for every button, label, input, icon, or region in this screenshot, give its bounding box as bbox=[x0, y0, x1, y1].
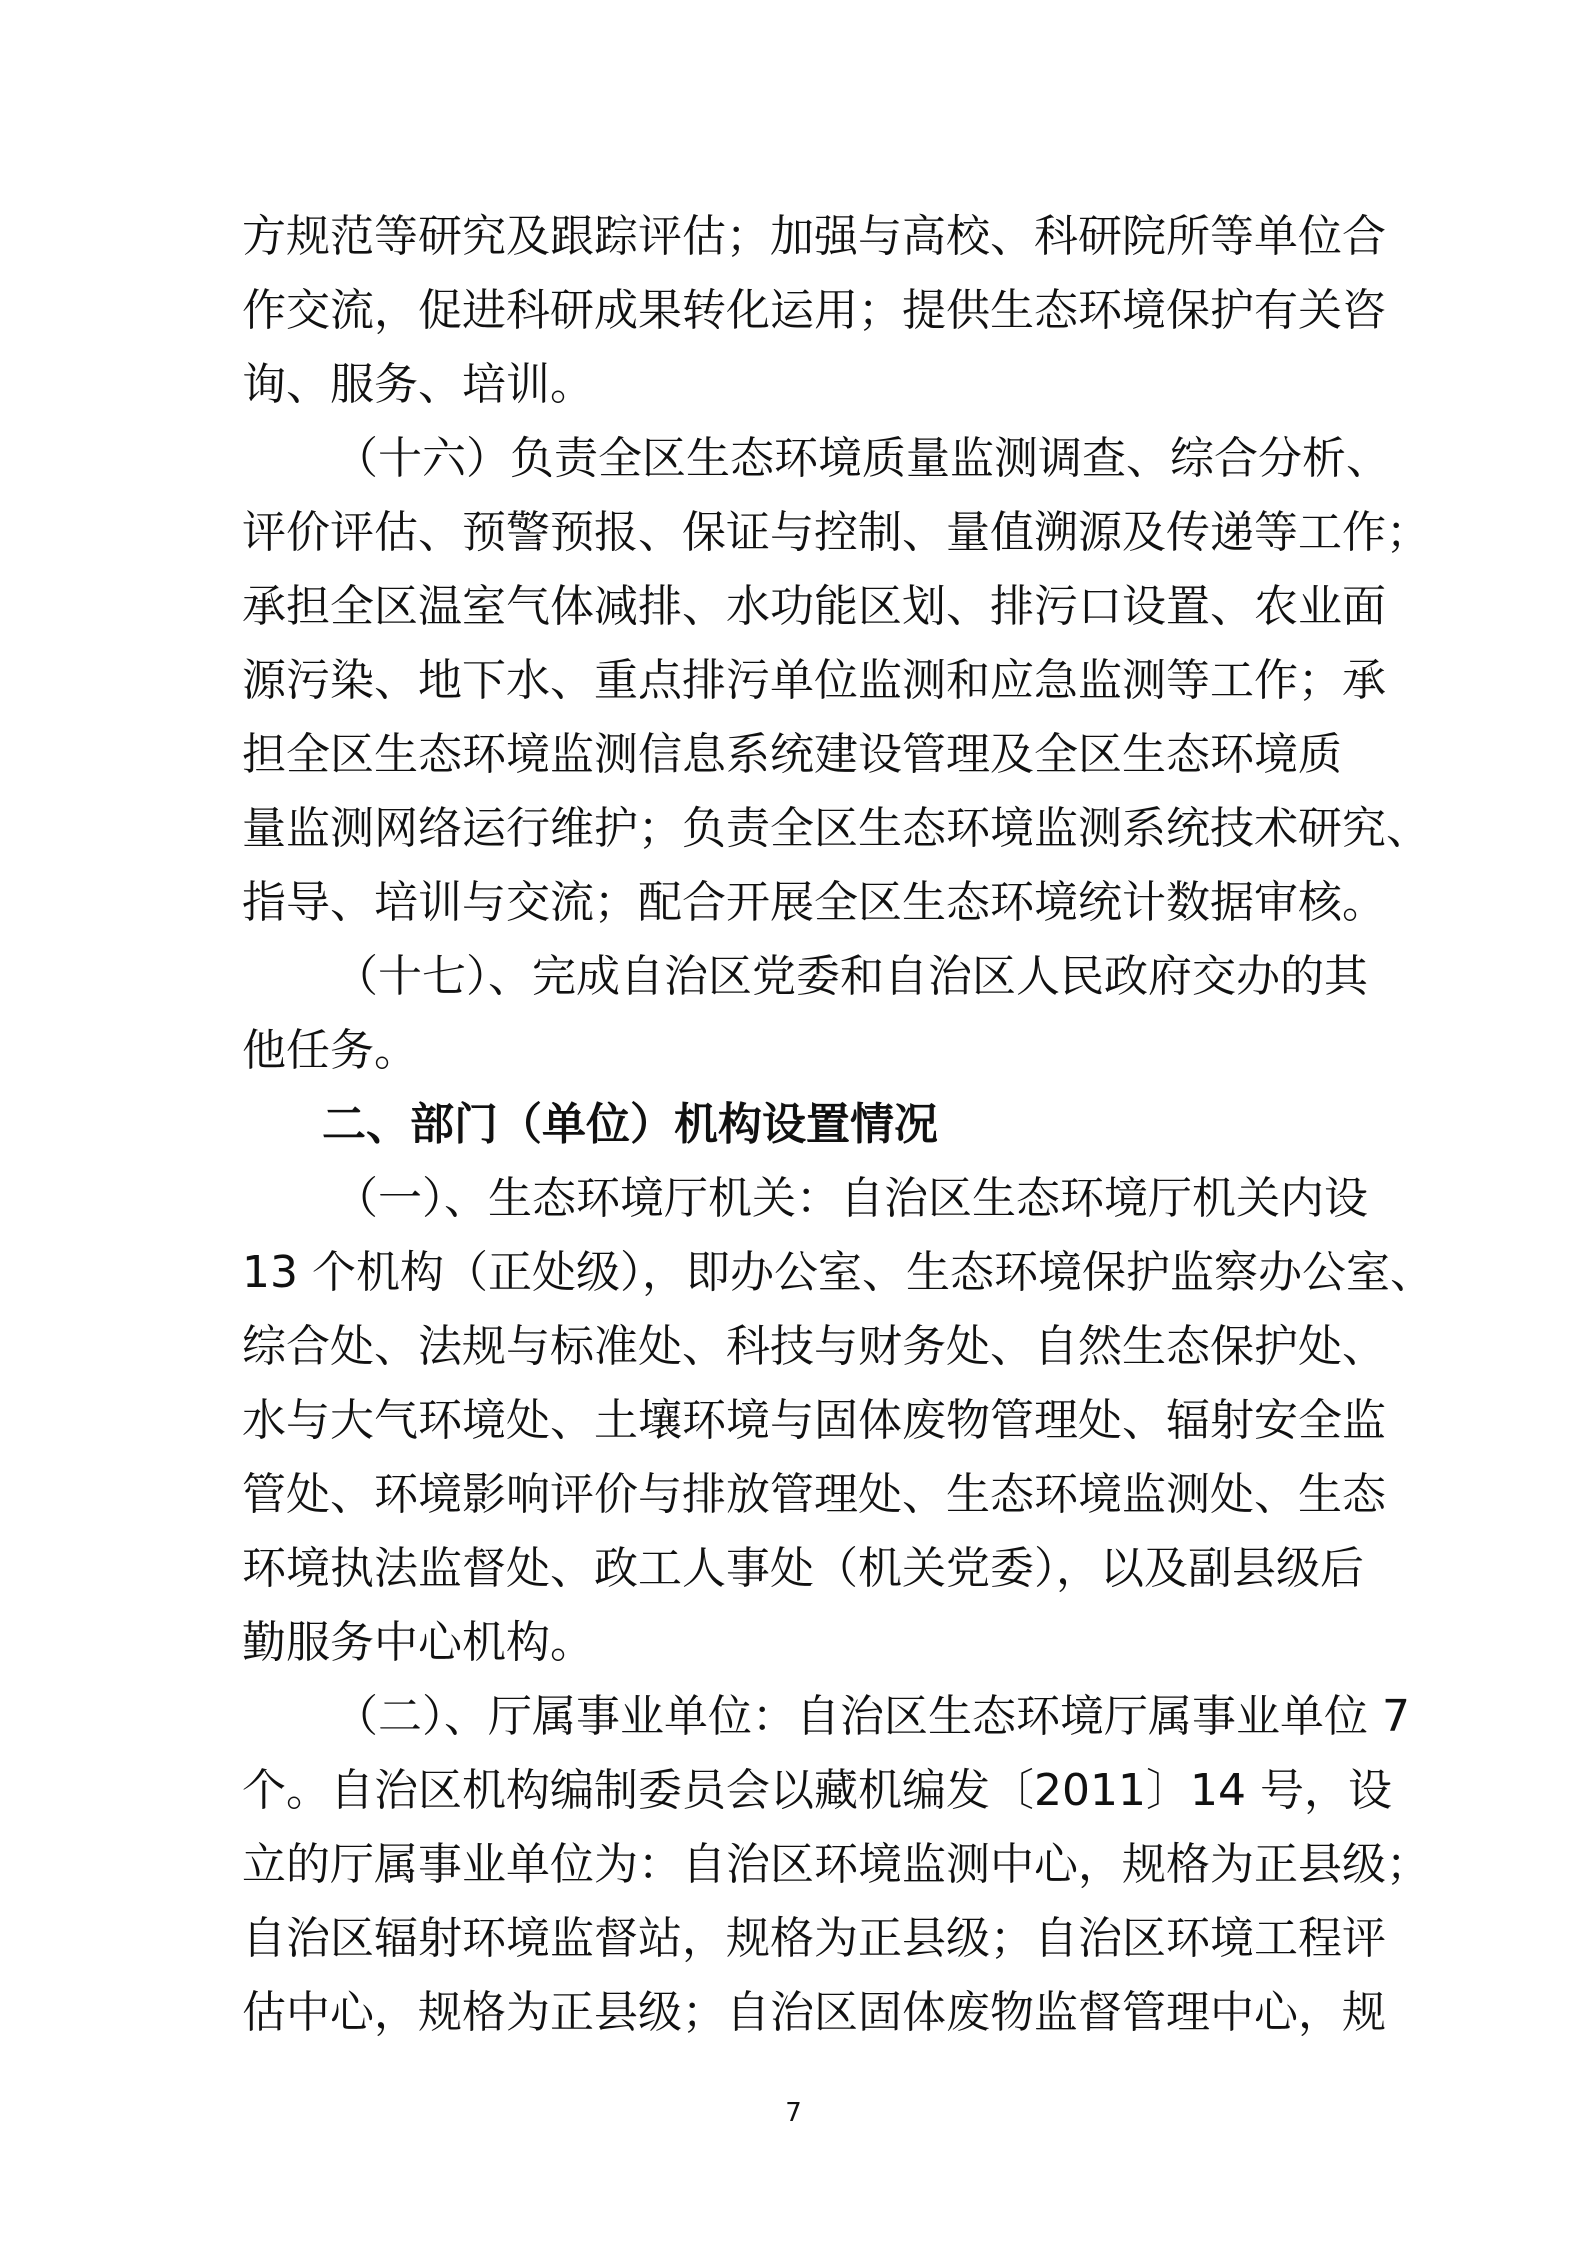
section-heading: 二、部门（单位）机构设置情况 bbox=[322, 1099, 938, 1150]
body-line: 作交流，促进科研成果转化运用；提供生态环境保护有关咨 bbox=[242, 285, 1386, 336]
body-line: 询、服务、培训。 bbox=[242, 359, 594, 410]
page-number: 7 bbox=[785, 2098, 802, 2128]
body-line: 指导、培训与交流；配合开展全区生态环境统计数据审核。 bbox=[242, 877, 1386, 928]
body-line: 方规范等研究及跟踪评估；加强与高校、科研院所等单位合 bbox=[242, 211, 1386, 262]
body-line: 综合处、法规与标准处、科技与财务处、自然生态保护处、 bbox=[242, 1321, 1386, 1372]
body-line: 自治区辐射环境监督站，规格为正县级；自治区环境工程评 bbox=[242, 1913, 1386, 1964]
body-line: 水与大气环境处、土壤环境与固体废物管理处、辐射安全监 bbox=[242, 1395, 1386, 1446]
body-line: 环境执法监督处、政工人事处（机关党委），以及副县级后 bbox=[242, 1543, 1364, 1594]
body-line: 估中心，规格为正县级；自治区固体废物监督管理中心，规 bbox=[242, 1987, 1386, 2038]
body-line: 13 个机构（正处级），即办公室、生态环境保护监察办公室、 bbox=[242, 1247, 1434, 1298]
body-line: 评价评估、预警预报、保证与控制、量值溯源及传递等工作； bbox=[242, 507, 1430, 558]
body-line: （二）、厅属事业单位：自治区生态环境厅属事业单位 7 bbox=[334, 1691, 1410, 1742]
body-line: （一）、生态环境厅机关：自治区生态环境厅机关内设 bbox=[334, 1173, 1368, 1224]
body-line: 承担全区温室气体减排、水功能区划、排污口设置、农业面 bbox=[242, 581, 1386, 632]
body-line: 他任务。 bbox=[242, 1025, 418, 1076]
body-line: 源污染、地下水、重点排污单位监测和应急监测等工作；承 bbox=[242, 655, 1386, 706]
body-line: 量监测网络运行维护；负责全区生态环境监测系统技术研究、 bbox=[242, 803, 1430, 854]
body-line: 个。自治区机构编制委员会以藏机编发〔2011〕14 号，设 bbox=[242, 1765, 1392, 1816]
body-line: （十六）负责全区生态环境质量监测调查、综合分析、 bbox=[334, 433, 1390, 484]
body-line: 立的厅属事业单位为：自治区环境监测中心，规格为正县级； bbox=[242, 1839, 1430, 1890]
body-line: 勤服务中心机构。 bbox=[242, 1617, 594, 1668]
body-line: （十七）、完成自治区党委和自治区人民政府交办的其 bbox=[334, 951, 1368, 1002]
body-line: 管处、环境影响评价与排放管理处、生态环境监测处、生态 bbox=[242, 1469, 1386, 1520]
body-line: 担全区生态环境监测信息系统建设管理及全区生态环境质 bbox=[242, 729, 1342, 780]
